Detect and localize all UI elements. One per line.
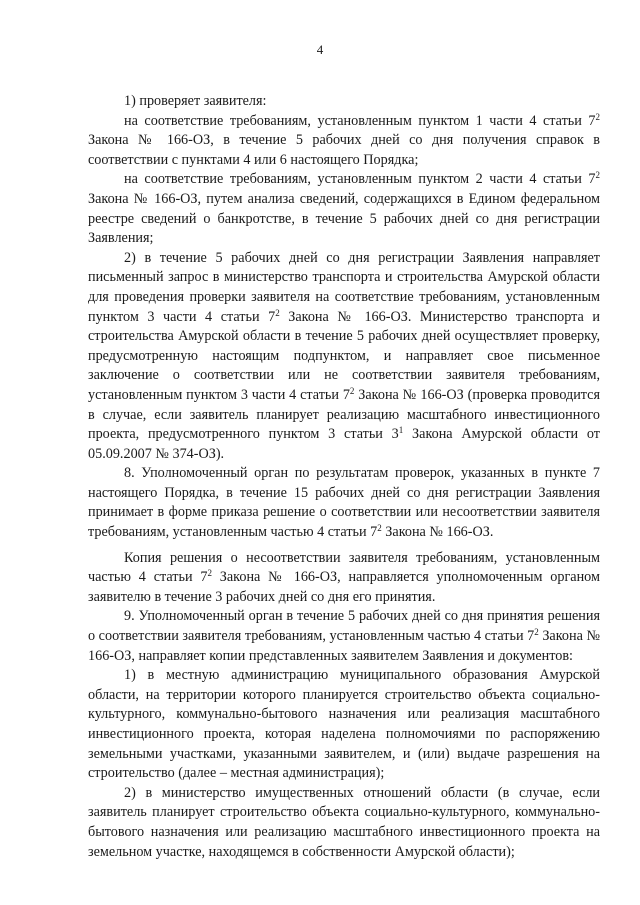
page-number: 4	[316, 42, 324, 57]
superscript-index: 1	[398, 425, 404, 436]
superscript-index: 2	[349, 385, 355, 396]
paragraph-text: Закона № 166-ОЗ, направляется уполномоченным органом заявителю в течение 3 рабочих дней со дня его принятия.	[88, 569, 600, 605]
paragraph-text: 2) в министерство имущественных отношений области (в случае, если заявитель планирует строительство объекта социально-культурного, коммунально-бытового назначения или реализацию масштабного инвестиционного проекта на земельном участке, находящемся в собственности Амурской области);	[88, 784, 600, 860]
paragraph-p9	[88, 784, 600, 862]
paragraph-text: Закона Амурской области от 05.09.2007 № 374-ОЗ).	[88, 426, 600, 462]
paragraph-p8	[88, 666, 600, 784]
superscript-index: 2	[595, 111, 600, 122]
superscript-index: 2	[377, 523, 382, 534]
superscript-index: 2	[595, 170, 600, 181]
superscript-index: 2	[534, 627, 539, 638]
paragraph-text: Закона № 166-ОЗ.	[381, 524, 494, 541]
paragraph-text: 1) в местную администрацию муниципального образования Амурской области, на территории которого планируется строительство объекта социально-культурного, коммунально-бытового назначения или реализация масштабного инвестиционного проекта, которая наделена полномочиями по распоряжению земельными участками, указанными заявителем, и (или) выдаче разрешения на строительство (далее – местная администрация);	[88, 667, 600, 782]
document-body	[88, 92, 600, 862]
paragraph-text: на соответствие требованиям, установленным пунктом 1 части 4 статьи 7	[124, 112, 596, 129]
paragraph-text: Закона № 166-ОЗ, в течение 5 рабочих дней со дня получения справок в соответствии с пунктами 4 или 6 настоящего Порядка;	[88, 132, 600, 168]
superscript-index: 2	[275, 307, 280, 318]
paragraph-p3	[88, 170, 600, 248]
paragraph-text: Закона № 166-ОЗ, путем анализа сведений, содержащихся в Едином федеральном реестре сведений о банкротстве, в течение 5 рабочих дней со дня регистрации Заявления;	[88, 190, 600, 247]
paragraph-text: Закона № 166-ОЗ. Министерство транспорта и строительства Амурской области в течение 5 рабочих дней осуществляет проверку, предусмотренную настоящим подпунктом, и направляет свое письменное заключение о соответствии или не соответствии заявителя требованиям, установленным пунктом 3 части 4 статьи 7	[88, 308, 600, 403]
paragraph-text: на соответствие требованиям, установленным пунктом 2 части 4 статьи 7	[124, 171, 596, 188]
paragraph-p4	[88, 249, 600, 465]
paragraph-text: 9. Уполномоченный орган в течение 5 рабочих дней со дня принятия решения о соответствии заявителя требованиям, установленным частью 4 статьи 7	[88, 608, 600, 645]
paragraph-p5	[88, 464, 600, 542]
paragraph-text: 1) проверяет заявителя:	[124, 93, 267, 109]
superscript-index: 2	[207, 568, 212, 579]
paragraph-text: 8. Уполномоченный орган по результатам проверок, указанных в пункте 7 настоящего Порядка, в течение 15 рабочих дней со дня регистрации Заявления принимает в форме приказа решение о соответствии или несоответствии заявителя требованиям, установленным частью 4 статьи 7	[88, 465, 600, 541]
paragraph-text: Закона № 166-ОЗ, направляет копии представленных заявителем Заявления и документов:	[88, 628, 600, 664]
paragraph-p2	[88, 112, 600, 171]
paragraph-p7	[88, 607, 600, 666]
paragraph-text: Закона № 166-ОЗ (проверка проводится в случае, если заявитель планирует реализацию масштабного инвестиционного проекта, предусмотренного пунктом 3 статьи 3	[88, 386, 601, 443]
paragraph-p6	[88, 549, 600, 608]
paragraph-text: 2) в течение 5 рабочих дней со дня регистрации Заявления направляет письменный запрос в министерство транспорта и строительства Амурской области для проведения проверки заявителя на соответствие требованиям, установленным пунктом 3 части 4 статьи 7	[88, 249, 600, 325]
paragraph-p1	[88, 92, 600, 112]
paragraph-text: Копия решения о несоответствии заявителя требованиям, установленным частью 4 статьи 7	[88, 549, 600, 586]
